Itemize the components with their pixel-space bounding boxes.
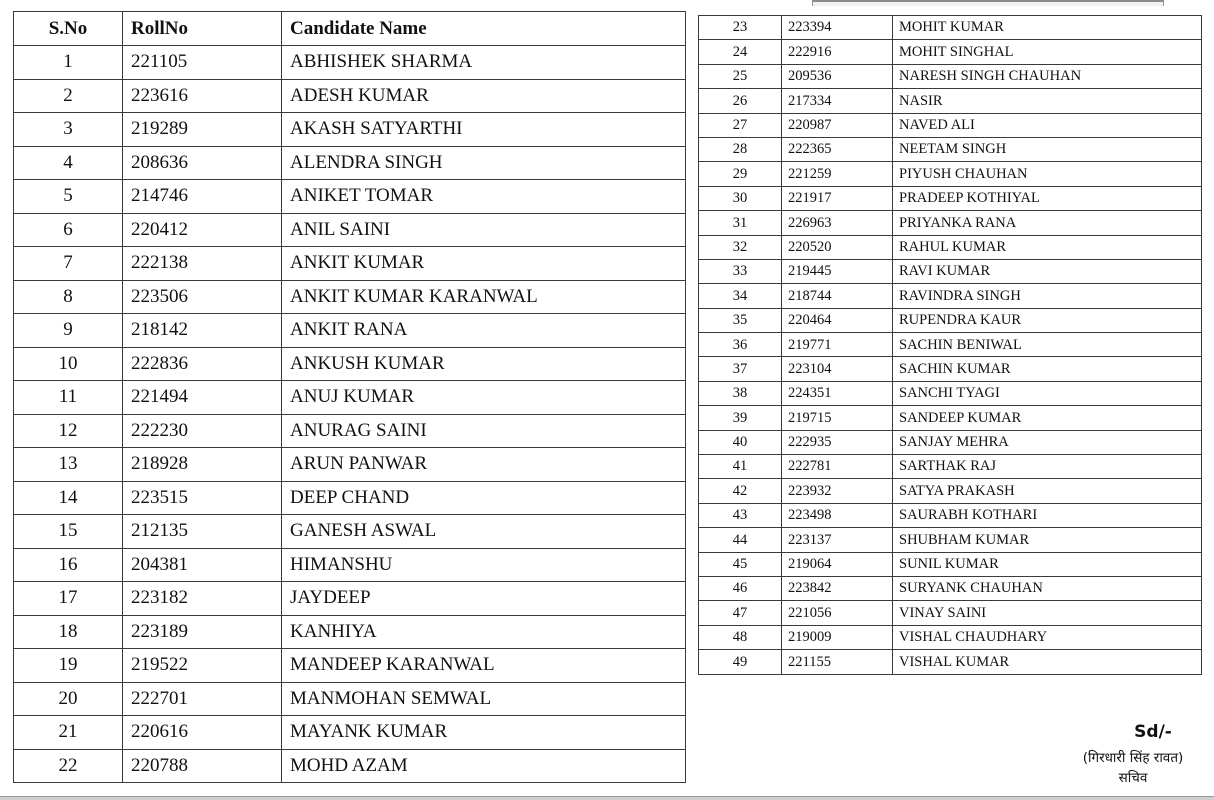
roll-number-cell: 220520: [782, 235, 893, 259]
candidate-name-cell: ANUJ KUMAR: [282, 381, 686, 415]
roll-number-cell: 223842: [782, 576, 893, 600]
table-row: [699, 186, 1202, 210]
serial-number-cell: 25: [699, 64, 782, 88]
roll-number-cell: 223506: [123, 280, 282, 314]
roll-number-cell: 223616: [123, 79, 282, 113]
roll-number-cell: 223137: [782, 528, 893, 552]
roll-number-cell: 219522: [123, 649, 282, 683]
serial-number-cell: 31: [699, 211, 782, 235]
signatory-name: (गिरधारी सिंह रावत): [1082, 750, 1184, 766]
serial-number-cell: 6: [14, 213, 123, 247]
table-row: [14, 213, 686, 247]
signatory-title: सचिव: [1118, 770, 1148, 786]
roll-number-cell: 222916: [782, 40, 893, 64]
candidate-name-cell: RAVINDRA SINGH: [893, 284, 1202, 308]
candidate-name-cell: MOHIT SINGHAL: [893, 40, 1202, 64]
serial-number-cell: 45: [699, 552, 782, 576]
serial-number-cell: 49: [699, 650, 782, 674]
roll-number-cell: 204381: [123, 548, 282, 582]
candidate-name-cell: ANKIT RANA: [282, 314, 686, 348]
table-row: [14, 448, 686, 482]
table-row: [699, 40, 1202, 64]
serial-number-cell: 2: [14, 79, 123, 113]
candidate-name-cell: NEETAM SINGH: [893, 137, 1202, 161]
roll-number-cell: 223189: [123, 615, 282, 649]
candidate-name-cell: ANKUSH KUMAR: [282, 347, 686, 381]
table-row: [14, 146, 686, 180]
cropped-window-fragment: [812, 0, 1164, 6]
table-row: [14, 515, 686, 549]
table-row: [699, 64, 1202, 88]
serial-number-cell: 16: [14, 548, 123, 582]
roll-number-cell: 220616: [123, 716, 282, 750]
roll-number-cell: 219064: [782, 552, 893, 576]
roll-number-cell: 223498: [782, 503, 893, 527]
roll-number-cell: 218928: [123, 448, 282, 482]
roll-number-cell: 222935: [782, 430, 893, 454]
candidate-name-cell: ANKIT KUMAR KARANWAL: [282, 280, 686, 314]
candidate-name-cell: SARTHAK RAJ: [893, 455, 1202, 479]
roll-number-cell: 223932: [782, 479, 893, 503]
roll-number-cell: 223394: [782, 16, 893, 40]
roll-number-cell: 221917: [782, 186, 893, 210]
candidate-name-cell: SAURABH KOTHARI: [893, 503, 1202, 527]
candidate-name-cell: MANDEEP KARANWAL: [282, 649, 686, 683]
roll-number-cell: 222781: [782, 455, 893, 479]
roll-number-cell: 222138: [123, 247, 282, 281]
table-row: [699, 16, 1202, 40]
table-header-row: [14, 12, 686, 46]
candidate-name-cell: ADESH KUMAR: [282, 79, 686, 113]
roll-number-cell: 221105: [123, 46, 282, 80]
candidate-name-cell: ALENDRA SINGH: [282, 146, 686, 180]
candidate-name-cell: ANIKET TOMAR: [282, 180, 686, 214]
roll-number-cell: 218142: [123, 314, 282, 348]
bottom-divider: [0, 796, 1214, 800]
table-row: [14, 749, 686, 783]
roll-number-cell: 223104: [782, 357, 893, 381]
candidate-name-cell: ANKIT KUMAR: [282, 247, 686, 281]
table-row: [699, 528, 1202, 552]
serial-number-cell: 14: [14, 481, 123, 515]
serial-number-cell: 3: [14, 113, 123, 147]
table-row: [14, 46, 686, 80]
serial-number-cell: 42: [699, 479, 782, 503]
serial-number-cell: 4: [14, 146, 123, 180]
serial-number-cell: 8: [14, 280, 123, 314]
serial-number-cell: 19: [14, 649, 123, 683]
roll-number-cell: 221259: [782, 162, 893, 186]
candidate-name-cell: SANDEEP KUMAR: [893, 406, 1202, 430]
roll-number-cell: 220464: [782, 308, 893, 332]
roll-number-cell: 212135: [123, 515, 282, 549]
candidate-name-cell: SURYANK CHAUHAN: [893, 576, 1202, 600]
table-row: [14, 615, 686, 649]
serial-number-cell: 32: [699, 235, 782, 259]
roll-number-cell: 223182: [123, 582, 282, 616]
serial-number-cell: 10: [14, 347, 123, 381]
candidate-name-cell: ABHISHEK SHARMA: [282, 46, 686, 80]
serial-number-cell: 20: [14, 682, 123, 716]
table-row: [14, 414, 686, 448]
serial-number-cell: 44: [699, 528, 782, 552]
table-row: [699, 308, 1202, 332]
roll-number-cell: 221494: [123, 381, 282, 415]
candidate-name-cell: ANIL SAINI: [282, 213, 686, 247]
candidate-name-cell: AKASH SATYARTHI: [282, 113, 686, 147]
table-row: [699, 455, 1202, 479]
candidate-name-cell: SACHIN KUMAR: [893, 357, 1202, 381]
serial-number-cell: 18: [14, 615, 123, 649]
table-row: [14, 113, 686, 147]
table-row: [14, 481, 686, 515]
table-row: [699, 552, 1202, 576]
candidate-name-cell: VINAY SAINI: [893, 601, 1202, 625]
roll-number-cell: 219289: [123, 113, 282, 147]
roll-number-cell: 208636: [123, 146, 282, 180]
roll-number-cell: 219445: [782, 259, 893, 283]
serial-number-cell: 40: [699, 430, 782, 454]
table-row: [699, 503, 1202, 527]
serial-number-cell: 46: [699, 576, 782, 600]
roll-number-cell: 221056: [782, 601, 893, 625]
table-row: [14, 582, 686, 616]
serial-number-cell: 22: [14, 749, 123, 783]
table-row: [699, 576, 1202, 600]
candidate-name-cell: SATYA PRAKASH: [893, 479, 1202, 503]
candidate-name-cell: VISHAL CHAUDHARY: [893, 625, 1202, 649]
candidate-name-cell: SANJAY MEHRA: [893, 430, 1202, 454]
candidate-name-cell: SUNIL KUMAR: [893, 552, 1202, 576]
table-row: [699, 650, 1202, 674]
roll-number-cell: 218744: [782, 284, 893, 308]
table-row: [14, 347, 686, 381]
serial-number-cell: 34: [699, 284, 782, 308]
serial-number-cell: 30: [699, 186, 782, 210]
serial-number-cell: 11: [14, 381, 123, 415]
candidate-name-cell: PRIYANKA RANA: [893, 211, 1202, 235]
table-row: [699, 333, 1202, 357]
table-row: [699, 625, 1202, 649]
roll-number-cell: 221155: [782, 650, 893, 674]
roll-number-cell: 224351: [782, 381, 893, 405]
roll-number-cell: 219771: [782, 333, 893, 357]
serial-number-cell: 9: [14, 314, 123, 348]
candidate-name-cell: JAYDEEP: [282, 582, 686, 616]
candidate-name-cell: PRADEEP KOTHIYAL: [893, 186, 1202, 210]
candidate-name-cell: ANURAG SAINI: [282, 414, 686, 448]
table-row: [14, 180, 686, 214]
candidate-name-cell: SACHIN BENIWAL: [893, 333, 1202, 357]
table-row: [699, 89, 1202, 113]
serial-number-cell: 48: [699, 625, 782, 649]
roll-number-cell: 220788: [123, 749, 282, 783]
serial-number-cell: 36: [699, 333, 782, 357]
serial-number-cell: 5: [14, 180, 123, 214]
roll-number-cell: 220412: [123, 213, 282, 247]
candidate-name-cell: NARESH SINGH CHAUHAN: [893, 64, 1202, 88]
candidate-name-cell: RAVI KUMAR: [893, 259, 1202, 283]
table-row: [699, 259, 1202, 283]
roll-number-cell: 214746: [123, 180, 282, 214]
serial-number-cell: 39: [699, 406, 782, 430]
table-row: [14, 548, 686, 582]
candidate-name-cell: MOHD AZAM: [282, 749, 686, 783]
roll-number-cell: 217334: [782, 89, 893, 113]
table-row: [14, 247, 686, 281]
roll-number-cell: 222365: [782, 137, 893, 161]
header-sno: S.No: [14, 12, 123, 46]
serial-number-cell: 12: [14, 414, 123, 448]
table-row: [699, 162, 1202, 186]
roll-number-cell: 219715: [782, 406, 893, 430]
candidate-name-cell: KANHIYA: [282, 615, 686, 649]
table-row: [699, 430, 1202, 454]
serial-number-cell: 38: [699, 381, 782, 405]
table-row: [14, 314, 686, 348]
serial-number-cell: 28: [699, 137, 782, 161]
serial-number-cell: 21: [14, 716, 123, 750]
serial-number-cell: 7: [14, 247, 123, 281]
roll-number-cell: 222701: [123, 682, 282, 716]
serial-number-cell: 33: [699, 259, 782, 283]
signature-sd: Sd/-: [1134, 722, 1172, 742]
roll-number-cell: 219009: [782, 625, 893, 649]
candidate-name-cell: PIYUSH CHAUHAN: [893, 162, 1202, 186]
candidate-name-cell: GANESH ASWAL: [282, 515, 686, 549]
serial-number-cell: 1: [14, 46, 123, 80]
serial-number-cell: 13: [14, 448, 123, 482]
candidate-name-cell: RUPENDRA KAUR: [893, 308, 1202, 332]
serial-number-cell: 37: [699, 357, 782, 381]
table-row: [699, 211, 1202, 235]
serial-number-cell: 26: [699, 89, 782, 113]
table-row: [14, 716, 686, 750]
table-row: [699, 137, 1202, 161]
candidate-name-cell: MOHIT KUMAR: [893, 16, 1202, 40]
candidate-name-cell: VISHAL KUMAR: [893, 650, 1202, 674]
candidate-name-cell: MANMOHAN SEMWAL: [282, 682, 686, 716]
candidate-name-cell: SHUBHAM KUMAR: [893, 528, 1202, 552]
roll-number-cell: 223515: [123, 481, 282, 515]
roll-number-cell: 222836: [123, 347, 282, 381]
roll-number-cell: 226963: [782, 211, 893, 235]
candidate-name-cell: NAVED ALI: [893, 113, 1202, 137]
table-row: [699, 357, 1202, 381]
table-row: [699, 113, 1202, 137]
table-row: [14, 280, 686, 314]
roll-number-cell: 222230: [123, 414, 282, 448]
serial-number-cell: 29: [699, 162, 782, 186]
table-row: [14, 79, 686, 113]
table-row: [699, 479, 1202, 503]
candidate-table-left: [13, 11, 686, 783]
candidate-name-cell: ARUN PANWAR: [282, 448, 686, 482]
serial-number-cell: 27: [699, 113, 782, 137]
serial-number-cell: 23: [699, 16, 782, 40]
serial-number-cell: 47: [699, 601, 782, 625]
serial-number-cell: 35: [699, 308, 782, 332]
candidate-name-cell: MAYANK KUMAR: [282, 716, 686, 750]
table-row: [699, 406, 1202, 430]
candidate-name-cell: DEEP CHAND: [282, 481, 686, 515]
candidate-name-cell: NASIR: [893, 89, 1202, 113]
roll-number-cell: 209536: [782, 64, 893, 88]
header-candidate-name: Candidate Name: [282, 12, 686, 46]
table-row: [14, 381, 686, 415]
serial-number-cell: 17: [14, 582, 123, 616]
table-row: [699, 235, 1202, 259]
roll-number-cell: 220987: [782, 113, 893, 137]
signature-block: [1068, 722, 1198, 786]
table-row: [699, 381, 1202, 405]
candidate-table-right: [698, 15, 1202, 675]
header-rollno: RollNo: [123, 12, 282, 46]
serial-number-cell: 24: [699, 40, 782, 64]
candidate-name-cell: HIMANSHU: [282, 548, 686, 582]
table-row: [14, 649, 686, 683]
candidate-name-cell: SANCHI TYAGI: [893, 381, 1202, 405]
serial-number-cell: 43: [699, 503, 782, 527]
table-row: [699, 601, 1202, 625]
table-row: [699, 284, 1202, 308]
serial-number-cell: 41: [699, 455, 782, 479]
table-row: [14, 682, 686, 716]
candidate-name-cell: RAHUL KUMAR: [893, 235, 1202, 259]
serial-number-cell: 15: [14, 515, 123, 549]
